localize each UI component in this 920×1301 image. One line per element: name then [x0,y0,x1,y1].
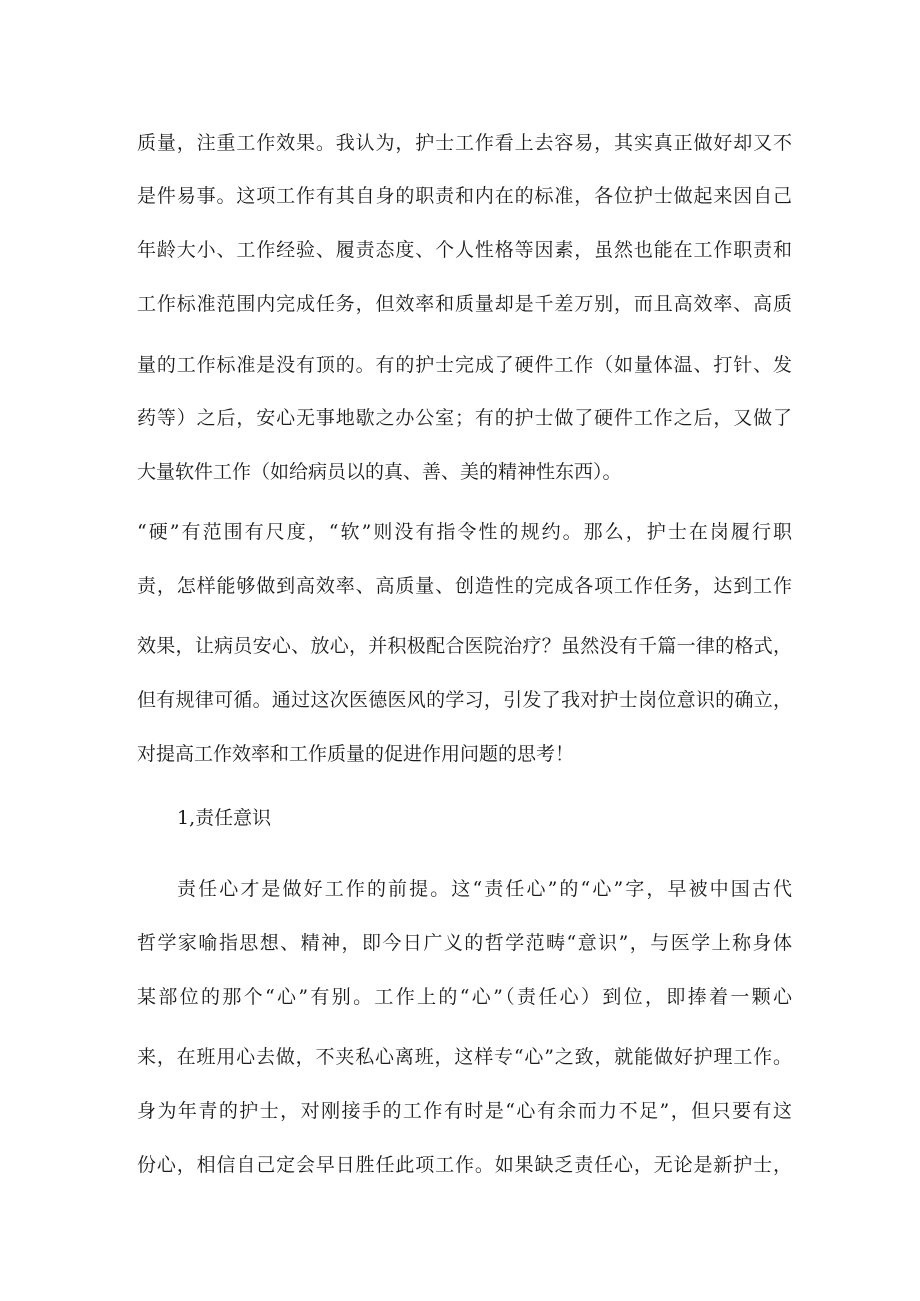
text-line: 是件易事。这项工作有其自身的职责和内在的标准，各位护士做起来因自己 [137,185,792,207]
text-line: 量的工作标准是没有顶的。有的护士完成了硬件工作（如量体温、打针、发 [137,354,792,376]
text-line: 大量软件工作（如给病员以的真、善、美的精神性东西）。 [137,461,622,483]
text-line: 效果，让病员安心、放心，并积极配合医院治疗？虽然没有千篇一律的格式， [137,635,792,657]
text-line: 责任心才是做好工作的前提。这“责任心”的“心”字，早被中国古代 [177,878,792,900]
text-line: 工作标准范围内完成任务，但效率和质量却是千差万别，而且高效率、高质 [137,293,792,315]
text-line: 身为年青的护士，对刚接手的工作有时是“心有余而力不足”，但只要有这 [137,1100,792,1122]
text-line: “硬”有范围有尺度，“软”则没有指令性的规约。那么，护士在岗履行职 [137,521,792,543]
text-line: 对提高工作效率和工作质量的促进作用问题的思考！ [137,743,575,765]
text-line: 份心，相信自己定会早日胜任此项工作。如果缺乏责任心，无论是新护士， [137,1154,792,1176]
text-line: 来，在班用心去做，不夹私心离班，这样专“心”之致，就能做好护理工作。 [137,1046,792,1068]
text-line: 药等）之后，安心无事地歇之办公室；有的护士做了硬件工作之后，又做了 [137,407,792,429]
text-line: 年龄大小、工作经验、履责态度、个人性格等因素，虽然也能在工作职责和 [137,239,792,261]
section-heading: 1,责任意识 [177,807,272,829]
text-line: 责，怎样能够做到高效率、高质量、创造性的完成各项工作任务，达到工作 [137,575,792,597]
text-line: 某部位的那个“心”有别。工作上的“心”（责任心）到位，即捧着一颗心 [137,986,792,1008]
text-line: 哲学家喻指思想、精神，即今日广义的哲学范畴“意识”，与医学上称身体 [137,932,792,954]
text-line: 质量，注重工作效果。我认为，护士工作看上去容易，其实真正做好却又不 [137,132,792,154]
text-line: 但有规律可循。通过这次医德医风的学习，引发了我对护士岗位意识的确立， [137,689,792,711]
